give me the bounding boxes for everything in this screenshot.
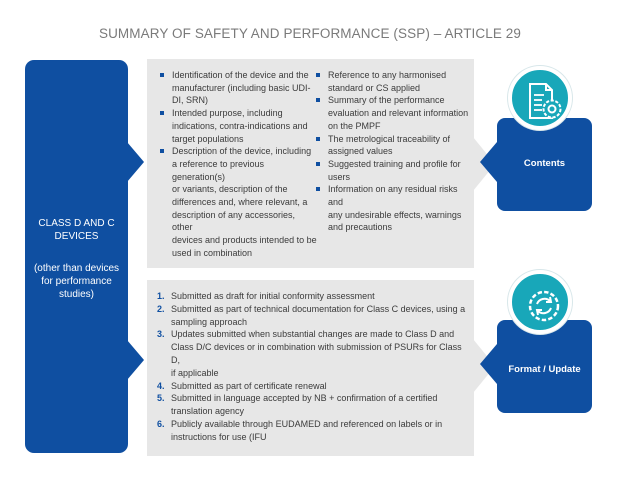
list-item: Intended purpose, including indications, contra-indications and target populations [157,107,317,145]
contents-card [497,118,592,211]
format-update-card-notch [480,344,497,384]
format-update-card-label: Format / Update [508,364,581,375]
list-item: 4. Submitted as part of certificate renewal [157,380,327,391]
contents-list-left [157,69,317,260]
sync-gear-icon [522,284,566,328]
class-heading [25,217,128,243]
list-item: Reference to any harmonised standard or CS applied [313,69,473,94]
document-gear-icon [522,80,566,124]
list-item: 5. Submitted in language accepted by NB + confirmation of a certified translation agency [157,393,438,417]
class-note-line: studies) [58,289,94,300]
list-item: 2. Submitted as part of technical documentation for Class C devices, using a sampling approach [157,303,466,327]
list-item: Identification of the device and the manufacturer (including basic UDI- DI, SRN) [157,69,317,107]
left-column-notch-top [127,142,144,182]
class-heading-line: CLASS D AND C [38,218,115,229]
left-column-notch-bottom [127,340,144,380]
class-note-line: for performance [41,276,112,287]
page-title: SUMMARY OF SAFETY AND PERFORMANCE (SSP) – ARTICLE 29 [98,26,522,41]
class-heading-line: DEVICES [54,231,99,242]
contents-card-notch [480,142,497,182]
list-item: Description of the device, including a reference to previous generation(s) or variants, description of the differences and, where relevant, a description of any accessories, other devices and products intended to be used in combination [157,145,317,259]
contents-card-label: Contents [523,158,566,169]
list-item: The metrological traceability of assigned values [313,133,473,158]
contents-circle [508,66,572,130]
list-item: Information on any residual risks and any undesirable effects, warnings and precautions [313,183,473,234]
class-note-line: (other than devices [33,263,120,274]
list-item: Suggested training and profile for users [313,158,473,183]
list-item: Summary of the performance evaluation and relevant information on the PMPF [313,94,473,132]
format-update-card [497,320,592,413]
class-note [25,262,128,301]
format-update-list [157,290,469,444]
list-item: 6. Publicly available through EUDAMED and referenced on labels or in instructions for use (IFU [157,418,443,442]
class-d-c-column [25,60,128,453]
format-update-circle [508,270,572,334]
list-item: 3. Updates submitted when substantial changes are made to Class D and Class D/C devices or in combination with submission of PSURs for Class D, if applicable [157,329,462,378]
list-item: 1. Submitted as draft for initial conformity assessment [157,291,375,301]
contents-list-right [313,69,473,234]
